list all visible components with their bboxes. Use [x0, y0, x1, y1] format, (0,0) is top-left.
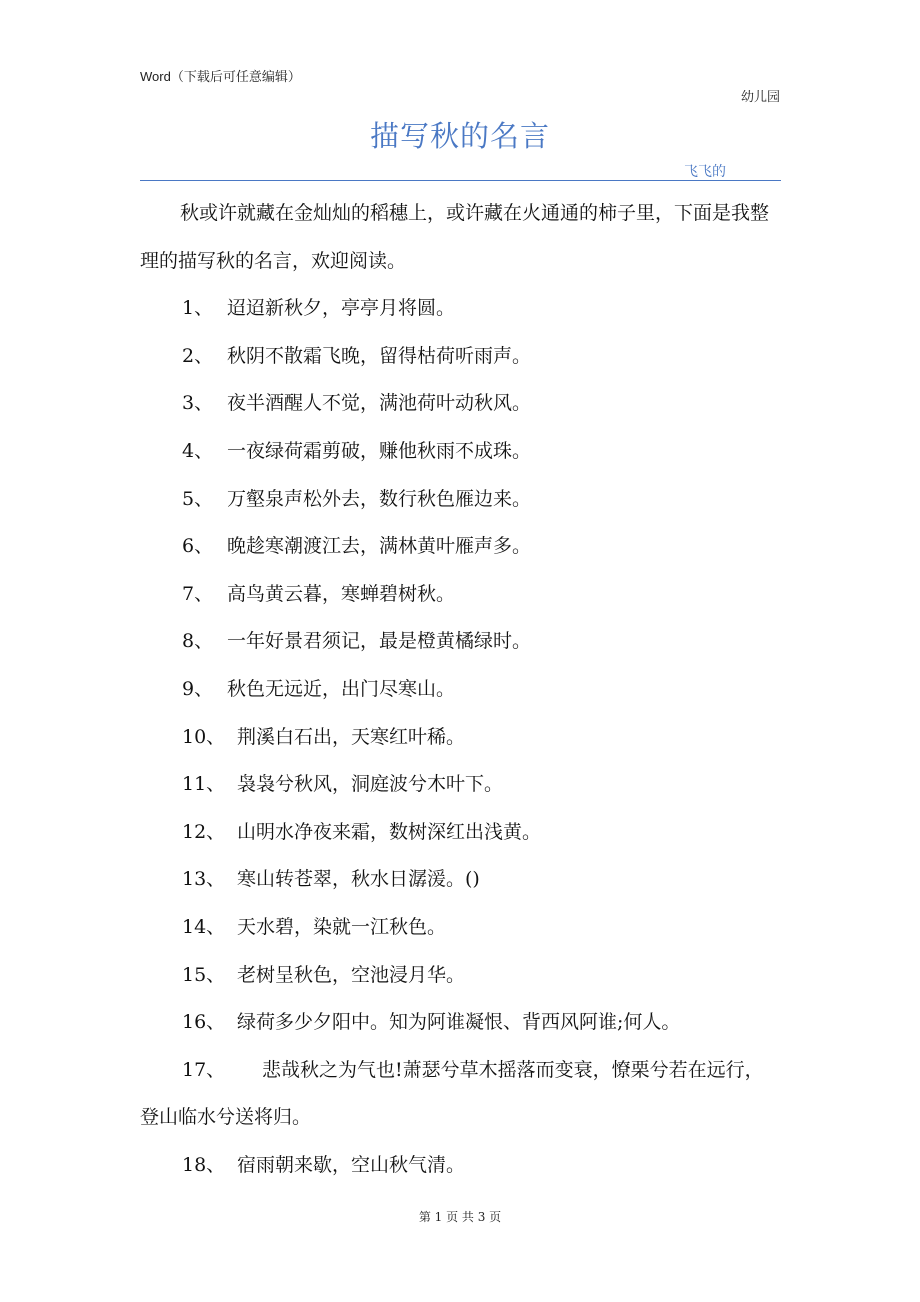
- list-item: [140, 952, 781, 1000]
- item-number: 11、: [182, 773, 226, 796]
- item-text: 秋阴不散霜飞晚，留得枯荷听雨声。: [227, 344, 532, 367]
- list-item: [140, 618, 781, 666]
- item-number: 15、: [182, 963, 226, 986]
- list-item: [140, 856, 781, 904]
- item-number: 7、: [182, 582, 214, 605]
- list-item: [140, 809, 781, 857]
- item-number: 4、: [182, 439, 214, 462]
- list-item: [140, 904, 781, 952]
- item-text: 夜半酒醒人不觉，满池荷叶动秋风。: [227, 392, 532, 415]
- item-text: 迢迢新秋夕，亭亭月将圆。: [227, 297, 456, 320]
- item-text: 一年好景君须记，最是橙黄橘绿时。: [227, 630, 532, 653]
- page-title: 描写秋的名言: [369, 119, 550, 153]
- list-item: [140, 476, 781, 524]
- list-item: [140, 428, 781, 476]
- page-number-footer: 第 1 页 共 3 页: [418, 1210, 502, 1224]
- item-text: 万壑泉声松外去，数行秋色雁边来。: [227, 487, 532, 510]
- item-number: 5、: [182, 487, 214, 510]
- author-name: 飞飞的: [684, 164, 726, 180]
- intro-paragraph: 秋或许就藏在金灿灿的稻穗上，或许藏在火通通的柿子里，下面是我整理的描写秋的名言，欢迎阅读。: [140, 202, 770, 272]
- list-item: [140, 666, 781, 714]
- item-text: 老树呈秋色，空池浸月华。: [237, 963, 466, 986]
- list-item: [140, 999, 781, 1047]
- header-right-text: 幼儿园: [740, 90, 780, 105]
- header-left-text: Word（下载后可任意编辑）: [140, 69, 301, 84]
- list-item: [140, 333, 781, 381]
- item-text: 山明水净夜来霜，数树深红出浅黄。: [237, 820, 542, 843]
- item-text: 晚趁寒潮渡江去，满林黄叶雁声多。: [227, 535, 532, 558]
- list-item: [140, 761, 781, 809]
- item-number: 3、: [182, 392, 214, 415]
- item-text: 高鸟黄云暮，寒蝉碧树秋。: [227, 582, 456, 605]
- item-number: 9、: [182, 677, 214, 700]
- item-text: 悲哉秋之为气也!萧瑟兮草木摇落而变衰，憭栗兮若在远行，登山临水兮送将归。: [140, 1058, 764, 1129]
- item-text: 袅袅兮秋风，洞庭波兮木叶下。: [237, 773, 504, 796]
- item-text: 荆溪白石出，天寒红叶稀。: [237, 725, 466, 748]
- item-text: 寒山转苍翠，秋水日潺湲。(): [237, 868, 480, 891]
- item-text: 宿雨朝来歇，空山秋气清。: [237, 1153, 466, 1176]
- item-number: 13、: [182, 868, 226, 891]
- list-item: [140, 380, 781, 428]
- item-number: 6、: [182, 535, 214, 558]
- list-item: [140, 714, 781, 762]
- item-number: 8、: [182, 630, 214, 653]
- item-number: 14、: [182, 915, 226, 938]
- list-item: [140, 285, 781, 333]
- title-divider: [140, 180, 781, 181]
- list-item: [140, 1142, 781, 1190]
- item-number: 12、: [182, 820, 226, 843]
- list-item: [140, 571, 781, 619]
- item-number: 18、: [182, 1153, 226, 1176]
- document-body: [140, 190, 781, 1189]
- item-number: 1、: [182, 297, 214, 320]
- item-number: 10、: [182, 725, 226, 748]
- item-text: 天水碧，染就一江秋色。: [237, 915, 447, 938]
- item-text: 秋色无远近，出门尽寒山。: [227, 677, 456, 700]
- list-item: [140, 1047, 781, 1142]
- item-number: 17、: [182, 1058, 226, 1081]
- item-text: 一夜绿荷霜剪破，赚他秋雨不成珠。: [227, 439, 532, 462]
- item-text: 绿荷多少夕阳中。知为阿谁凝恨、背西风阿谁;何人。: [237, 1011, 681, 1034]
- item-number: 16、: [182, 1011, 226, 1034]
- list-item: [140, 523, 781, 571]
- item-number: 2、: [182, 344, 214, 367]
